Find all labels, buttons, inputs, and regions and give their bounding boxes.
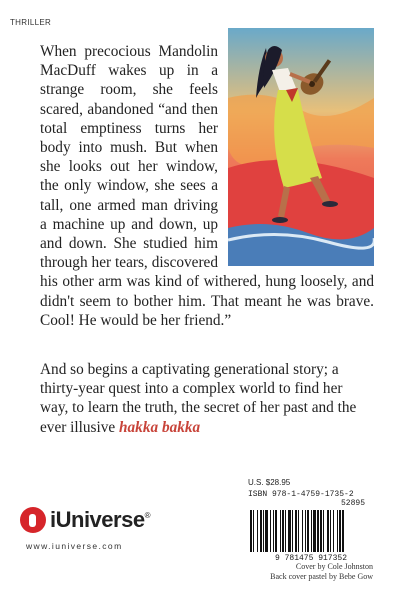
registered-mark: ® (144, 511, 151, 520)
barcode-number: 9 781475 917352 (274, 554, 347, 563)
title-highlight: hakka bakka (119, 418, 201, 436)
cover-credit: Cover by Cole Johnston (295, 562, 373, 571)
barcode-bar (337, 510, 338, 552)
blurb (40, 42, 374, 330)
barcode-bar (311, 510, 312, 552)
barcode-bar (273, 510, 274, 552)
back-cover-credit: Back cover pastel by Bebe Gow (270, 572, 373, 581)
barcode-bar (313, 510, 316, 552)
barcode-bar (330, 510, 331, 552)
barcode-bar (342, 510, 344, 552)
barcode-bar (317, 510, 319, 552)
iuniverse-logo-icon (20, 507, 46, 533)
barcode-bar (285, 510, 286, 552)
artwork-wrap-spacer (218, 42, 374, 268)
blurb-paragraph-1: When precocious Mandolin MacDuff wakes up in a strange room, she feels scared, abandoned “and then total emptiness turns her body into mush. But when she looks out her window, the only window, she sees a tall, one armed man driving a machine up and down, up and down. She studied him through her tears, discovered his other arm was kind of withered, hung loosely, and didn't seem to bother him. That meant he was brave. Cool! He would be her friend.” (40, 43, 374, 329)
publisher-logo (20, 507, 150, 533)
barcode-bar (282, 510, 284, 552)
credits (270, 562, 373, 582)
blurb-paragraph-2-text: And so begins a captivating generational story; a thirty-year quest into a complex world to find her way, to learn the truth, the secret of her past and the ever illusive (40, 361, 357, 436)
barcode-bar (292, 510, 293, 552)
publisher-name: iUniverse (50, 507, 145, 532)
barcode-bar (333, 510, 334, 552)
barcode-bar (275, 510, 277, 552)
barcode-bar (250, 510, 252, 552)
price-label: U.S. $28.95 (248, 478, 291, 487)
barcode-bar (339, 510, 341, 552)
barcode (248, 500, 374, 554)
barcode-bar (270, 510, 271, 552)
barcode-bar (323, 510, 324, 552)
barcode-bar (327, 510, 329, 552)
barcode-bar (263, 510, 264, 552)
barcode-bar (288, 510, 291, 552)
isbn-label: ISBN 978-1-4759-1735-2 (248, 490, 354, 499)
genre-label: THRILLER (10, 18, 52, 27)
barcode-bar (320, 510, 322, 552)
barcode-bar (280, 510, 281, 552)
barcode-bar (295, 510, 297, 552)
barcode-bar (302, 510, 303, 552)
barcode-bar (265, 510, 268, 552)
blurb-paragraph-2 (40, 360, 374, 437)
barcode-bar (307, 510, 309, 552)
barcode-bar (253, 510, 254, 552)
price-code: 52895 (341, 499, 366, 508)
barcode-bar (298, 510, 299, 552)
barcode-bar (260, 510, 262, 552)
publisher-url: www.iuniverse.com (26, 541, 123, 551)
barcode-bar (257, 510, 258, 552)
barcode-bar (305, 510, 306, 552)
